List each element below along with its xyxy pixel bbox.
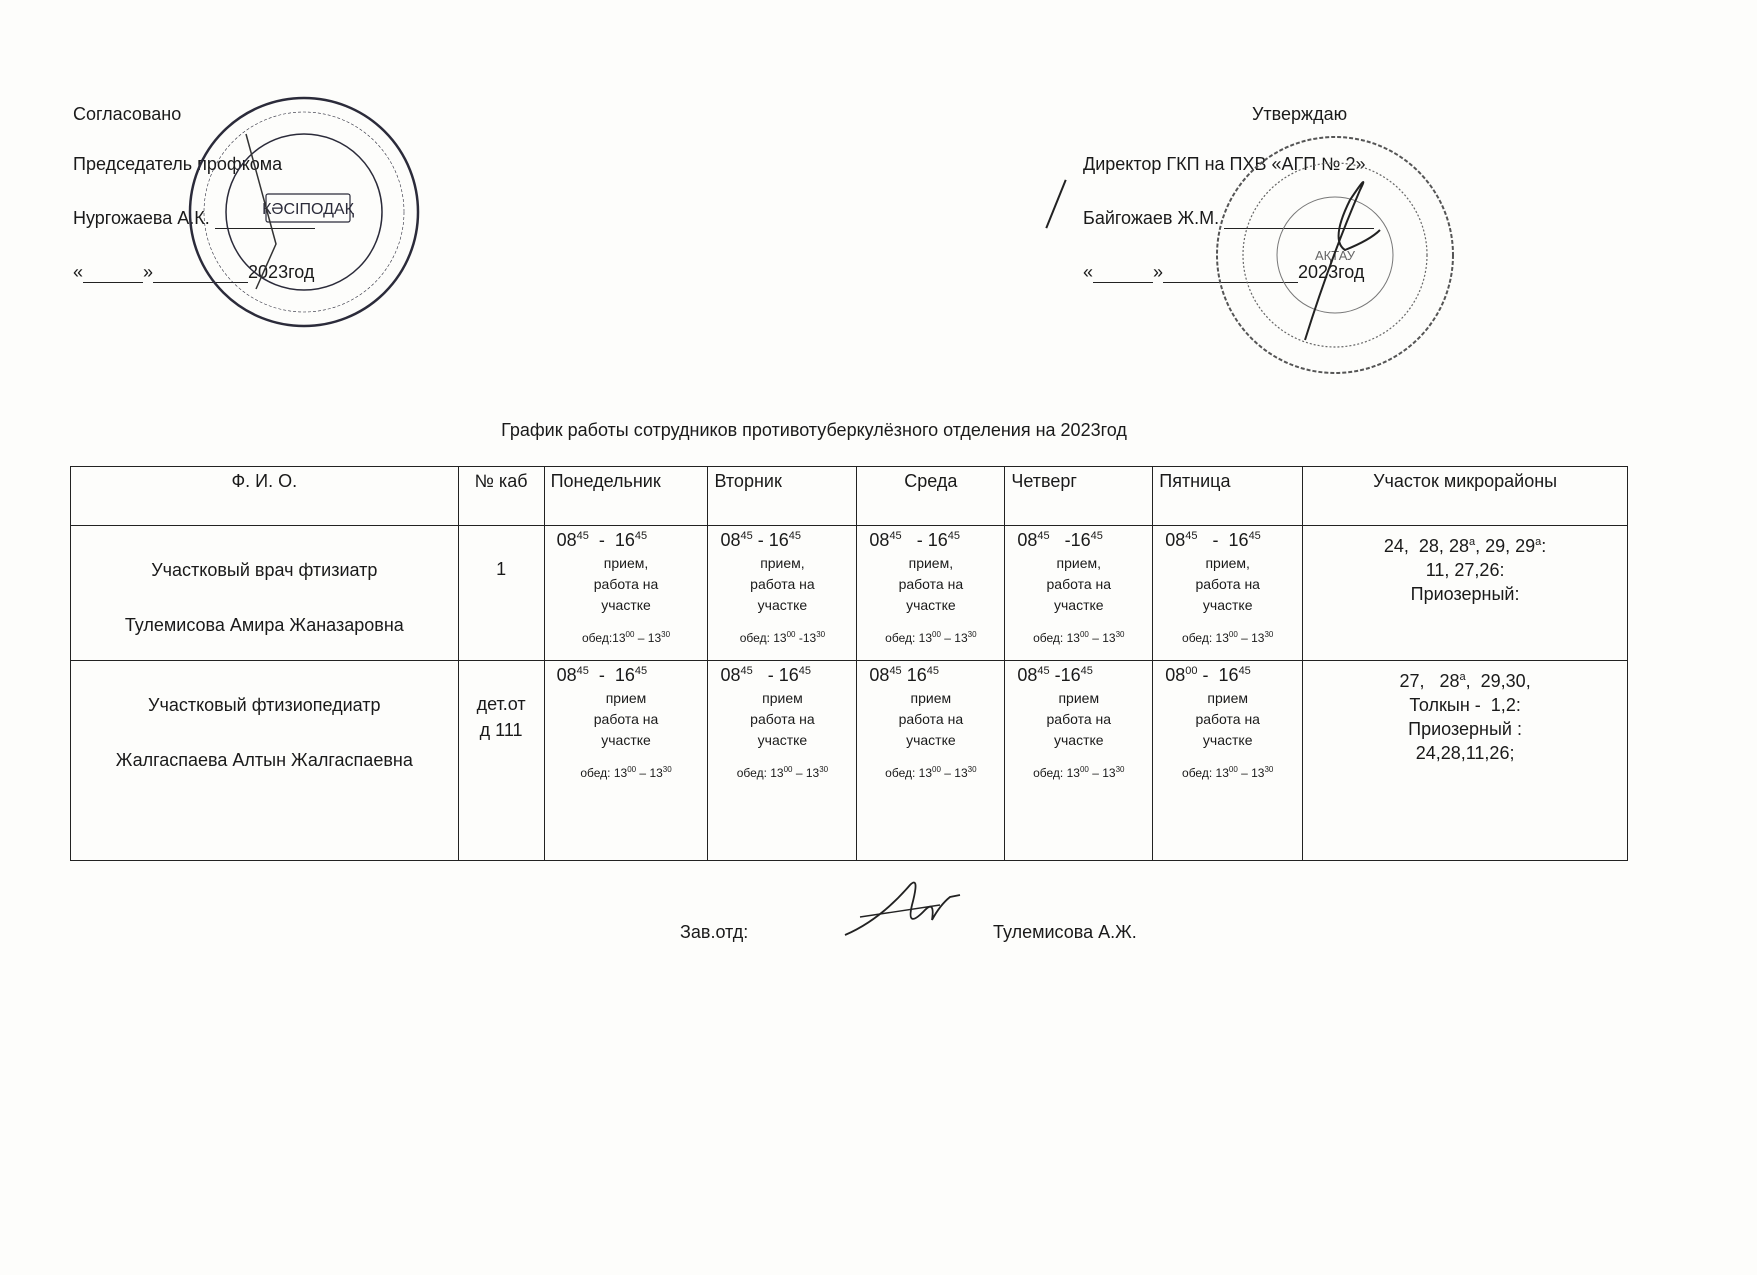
lunch-break: обед: $13^{00} - 13^{30}$: [885, 630, 977, 645]
work-description: прием, работа на участке: [898, 555, 964, 613]
union-stamp-text: КӘСІПОДАҚ: [262, 201, 354, 218]
area-line: Толкын - 1,2:: [1409, 695, 1521, 715]
areas-cell: [1303, 661, 1628, 861]
lunch-break: обед: $13^{00} - 13^{30}$: [885, 765, 977, 780]
header-fio: Ф. И. О.: [71, 467, 459, 526]
lunch-break: обед: $13^{00} - 13^{30}$: [1033, 630, 1125, 645]
area-line: Приозерный:: [1410, 584, 1520, 604]
employee-name: Тулемисова Амира Жаназаровна: [124, 615, 404, 635]
work-hours: $08^{45} - 16^{45}$: [556, 530, 648, 550]
work-hours: $08^{45}$ $16^{45}$: [869, 665, 939, 685]
header-areas: Участок микрорайоны: [1303, 467, 1628, 526]
header-tuesday: Вторник: [708, 467, 857, 526]
date-year: 2023год: [1298, 262, 1365, 282]
work-hours: $08^{45}$ $-16^{45}$: [1017, 665, 1093, 685]
day-schedule-cell: [857, 526, 1005, 661]
day-schedule-cell: [708, 526, 857, 661]
header-cabinet: № каб: [458, 467, 544, 526]
date-mid: »: [143, 262, 154, 282]
day-schedule-cell: [544, 661, 708, 861]
areas-cell: [1303, 526, 1628, 661]
cabinet-cell: [458, 661, 544, 861]
day-schedule-cell: [1005, 526, 1153, 661]
cabinet-number: 1: [496, 559, 507, 579]
work-description: прием работа на участке: [1195, 690, 1260, 748]
agreed-label: Согласовано: [73, 104, 182, 124]
work-description: прием работа на участке: [593, 690, 659, 748]
date-day-blank: [83, 282, 143, 283]
day-schedule-cell: [1153, 661, 1303, 861]
area-line: 11, 27,26:: [1425, 560, 1505, 580]
lunch-break: обед: $13^{00} - 13^{30}$: [1182, 765, 1274, 780]
area-line: 24, 28, $28^а$, 29, $29^а$:: [1383, 536, 1547, 556]
organization-stamp-text: АҚТАУ: [1314, 248, 1356, 263]
work-description: прием, работа на участке: [1046, 555, 1112, 613]
date-open: «: [1083, 262, 1094, 282]
work-hours: $08^{45} - 16^{45}$: [1165, 530, 1261, 550]
header-wednesday: Среда: [857, 467, 1005, 526]
director-name-text: Байгожаев Ж.М.: [1083, 208, 1220, 228]
area-line: 27, $28^а$, 29,30,: [1399, 671, 1531, 691]
head-of-department-label: Зав.отд:: [680, 922, 749, 942]
schedule-table: [70, 466, 1628, 861]
date-year: 2023год: [248, 262, 315, 282]
work-hours: $08^{45} - 16^{45}$: [869, 530, 960, 550]
employee-position: Участковый врач фтизиатр: [151, 560, 378, 580]
header-friday: Пятница: [1153, 467, 1303, 526]
work-hours: $08^{00} - 16^{45}$: [1165, 665, 1251, 685]
employee-cell: [71, 661, 459, 861]
union-chair-position: Председатель профкома: [73, 154, 283, 174]
union-chair-name-text: Нургожаева А.К.: [73, 208, 210, 228]
union-stamp: [186, 94, 422, 330]
work-description: прием работа на участке: [1046, 690, 1112, 748]
header-thursday: Четверг: [1005, 467, 1153, 526]
lunch-break: обед: $13^{00} - 13^{30}$: [736, 765, 829, 780]
table-header-row: [71, 467, 1628, 526]
approve-label: Утверждаю: [1252, 104, 1348, 124]
employee-name: Жалгаспаева Алтын Жалгаспаевна: [115, 750, 413, 770]
lunch-break: обед: $13^{00} - 13^{30}$: [580, 765, 672, 780]
employee-cell: [71, 526, 459, 661]
day-schedule-cell: [857, 661, 1005, 861]
work-hours: $08^{45} - 16^{45}$: [720, 530, 802, 550]
work-hours: $08^{45}$ $-16^{45}$: [1017, 530, 1103, 550]
head-signature: [840, 875, 980, 945]
cabinet-number: дет.от д 111: [476, 694, 526, 740]
day-schedule-cell: [1153, 526, 1303, 661]
cabinet-cell: [458, 526, 544, 661]
director-signature-slash: [1045, 180, 1066, 229]
table-row: [71, 526, 1628, 661]
work-description: прием работа на участке: [750, 690, 815, 748]
employee-position: Участковый фтизиопедиатр: [148, 695, 381, 715]
lunch-break: обед: $13^{00} - 13^{30}$: [1182, 630, 1274, 645]
table-row: [71, 661, 1628, 861]
day-schedule-cell: [1005, 661, 1153, 861]
organization-stamp: [1210, 130, 1460, 380]
date-open: «: [73, 262, 84, 282]
day-schedule-cell: [544, 526, 708, 661]
work-description: прием работа на участке: [898, 690, 964, 748]
date-day-blank: [1093, 282, 1153, 283]
work-hours: $08^{45} - 16^{45}$: [720, 665, 812, 685]
area-line: Приозерный :: [1408, 719, 1522, 739]
work-description: прием, работа на участке: [1195, 555, 1260, 613]
director-position: Директор ГКП на ПХВ «АГП № 2»: [1083, 154, 1366, 174]
header-monday: Понедельник: [544, 467, 708, 526]
work-description: прием, работа на участке: [750, 555, 815, 613]
day-schedule-cell: [708, 661, 857, 861]
lunch-break: обед: $13^{00}$ $-13^{30}$: [739, 630, 826, 645]
area-line: 24,28,11,26;: [1415, 743, 1515, 763]
lunch-break: обед: $13^{00} - 13^{30}$: [1033, 765, 1125, 780]
lunch-break: $обед:13^{00} - 13^{30}$: [582, 630, 671, 645]
work-description: прием, работа на участке: [593, 555, 659, 613]
document-title: График работы сотрудников противотуберкулёзного отделения на 2023год: [501, 420, 1127, 440]
head-of-department-name: Тулемисова А.Ж.: [993, 922, 1137, 942]
work-hours: $08^{45} - 16^{45}$: [556, 665, 648, 685]
date-mid: »: [1153, 262, 1164, 282]
